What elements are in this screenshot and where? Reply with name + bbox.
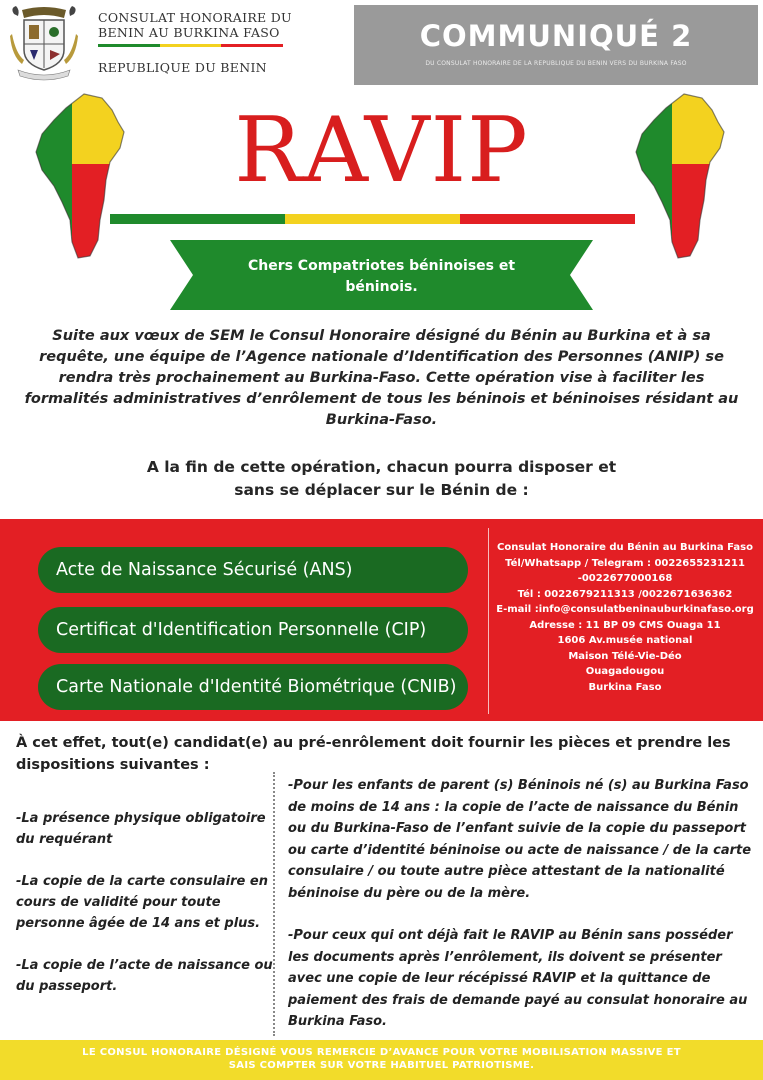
- header: [0, 0, 763, 90]
- contact-address-4: Ouagadougou: [585, 666, 665, 677]
- contact-address-1: Adresse : 11 BP 09 CMS Ouaga 11: [529, 619, 721, 631]
- communique-title: COMMUNIQUÉ 2: [419, 19, 693, 53]
- ravip-title: RAVIP: [234, 98, 529, 203]
- tricolor-bar: [110, 214, 635, 224]
- consulat-line-2: BENIN AU BURKINA FASO: [98, 25, 280, 40]
- contact-address-5: Burkina Faso: [588, 681, 662, 693]
- footer-banner: [0, 1040, 763, 1080]
- coat-of-arms-icon: [8, 4, 80, 82]
- requirement-item: -La copie de la carte consulaire en cours de validité pour toute personne âgée de 14 ans et plus.: [16, 874, 268, 931]
- contact-whatsapp: Tél/Whatsapp / Telegram : 0022655231211: [505, 557, 745, 569]
- consulat-line-1: CONSULAT HONORAIRE DU: [98, 10, 292, 25]
- requirement-item: -La présence physique obligatoire du requérant: [16, 811, 266, 847]
- requirement-item: -La copie de l’acte de naissance ou du passeport.: [16, 958, 273, 994]
- communique-subtitle: DU CONSULAT HONORAIRE DE LA REPUBLIQUE DU BENIN VERS DU BURKINA FASO: [425, 60, 687, 67]
- requirement-item: -Pour ceux qui ont déjà fait le RAVIP au Bénin sans posséder les documents après l’enrôlement, ils doivent se présenter avec une copie de leur récépissé RAVIP et la quittance de paiement des frais de demande payé au consulat honoraire au Burkina Faso.: [288, 928, 748, 1029]
- lead-line-2: sans se déplacer sur le Bénin de :: [234, 481, 529, 499]
- contact-address-3: Maison Télé-Vie-Déo: [568, 650, 682, 662]
- communique-banner: [354, 5, 758, 85]
- consulat-title: [98, 10, 308, 40]
- document-pill-cnib: Carte Nationale d'Identité Biométrique (CNIB): [38, 664, 468, 710]
- intro-paragraph: Suite aux vœux de SEM le Consul Honoraire désigné du Bénin au Burkina et à sa requête, une équipe de l’Agence nationale d’Identification des Personnes (ANIP) se rendra très prochainement au Burkina-Faso. Cette opération vise à faciliter les formalités administratives d’enrôlement de tous les béninois et béninoises résidant au Burkina-Faso.: [24, 328, 739, 428]
- contact-whatsapp-2: -0022677000168: [577, 573, 673, 584]
- lead-line-1: A la fin de cette opération, chacun pourra disposer et: [146, 458, 617, 476]
- contact-name: Consulat Honoraire du Bénin au Burkina Faso: [497, 542, 753, 553]
- footer-line-2: SAIS COMPTER SUR VOTRE HABITUEL PATRIOTISME.: [228, 1059, 535, 1071]
- document-pill-cip: Certificat d'Identification Personnelle (CIP): [38, 607, 468, 653]
- requirement-item: -Pour les enfants de parent (s) Béninois né (s) au Burkina Faso de moins de 14 ans : la copie de l’acte de naissance du Bénin ou du Burkina-Faso de l’enfant suivie de la copie du passeport ou carte d’identité béninoise ou acte de naissance / de la carte consulaire / ou toute autre pièce attestant de la nationalité béninoise du père ou de la mère.: [288, 778, 752, 901]
- greeting-text: Chers Compatriotes béninoises et béninois.: [247, 258, 516, 295]
- contact-email: E-mail :info@consulatbeninauburkinafaso.org: [496, 604, 754, 615]
- right-requirements: [288, 775, 758, 1054]
- lead-text: [40, 456, 723, 502]
- contact-address-2: 1606 Av.musée national: [557, 635, 693, 646]
- tricolor-divider: [98, 44, 283, 47]
- left-requirements: [16, 808, 274, 1018]
- contact-tel: Tél : 0022679211313 /0022671636362: [517, 588, 733, 600]
- contact-block: [489, 540, 761, 695]
- republique-label: REPUBLIQUE DU BENIN: [98, 60, 267, 75]
- requirements-title: À cet effet, tout(e) candidat(e) au pré-enrôlement doit fournir les pièces et prendre les dispositions suivantes :: [16, 735, 731, 773]
- document-pill-ans: Acte de Naissance Sécurisé (ANS): [38, 547, 468, 593]
- footer-line-1: LE CONSUL HONORAIRE DÉSIGNÉ VOUS REMERCIE D’AVANCE POUR VOTRE MOBILISATION MASSIVE ET: [82, 1047, 681, 1058]
